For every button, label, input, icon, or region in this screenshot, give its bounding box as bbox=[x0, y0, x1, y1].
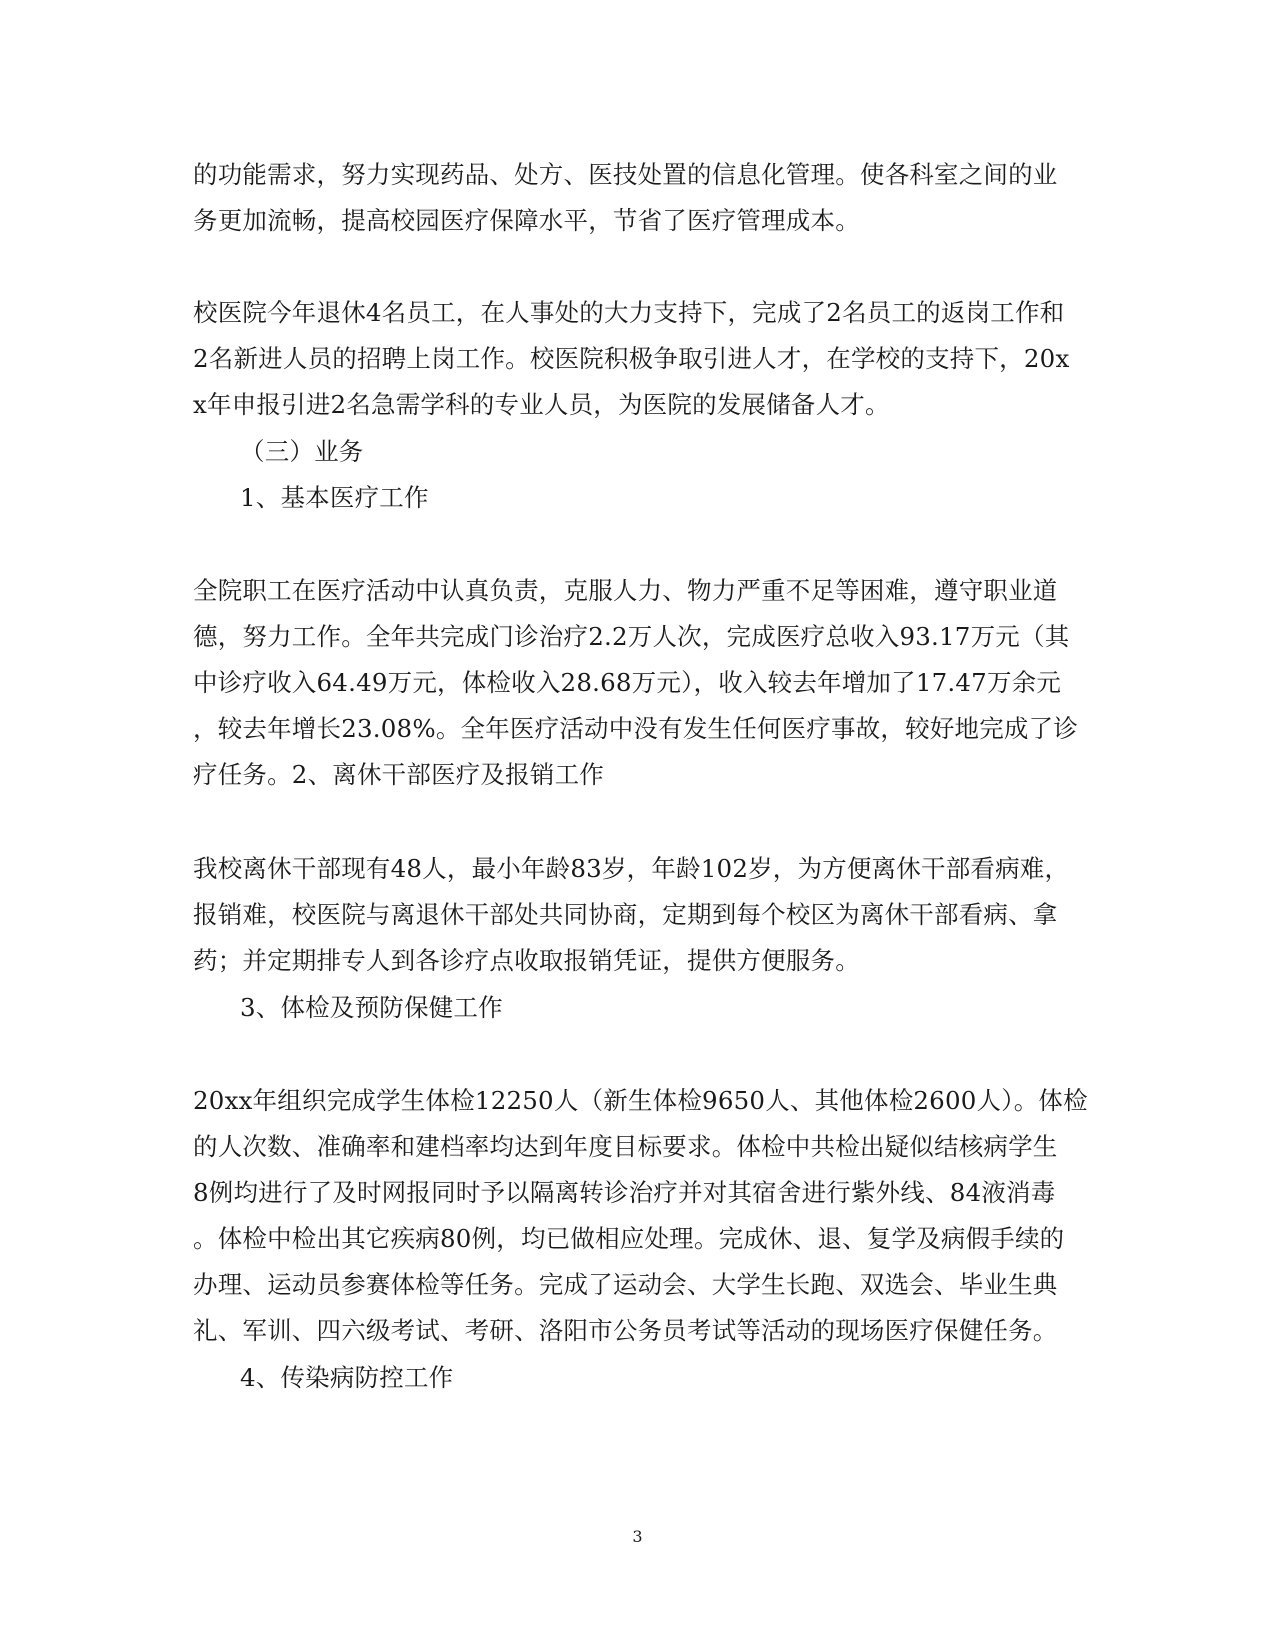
paragraph-line: 的人次数、准确率和建档率均达到年度目标要求。体检中共检出疑似结核病学生 bbox=[193, 1132, 1058, 1161]
subsection-heading: 3、体检及预防保健工作 bbox=[240, 993, 503, 1022]
paragraph-line: 德，努力工作。全年共完成门诊治疗2.2万人次，完成医疗总收入93.17万元（其 bbox=[193, 622, 1070, 651]
paragraph-line: x年申报引进2名急需学科的专业人员，为医院的发展储备人才。 bbox=[193, 390, 890, 419]
paragraph-line: 全院职工在医疗活动中认真负责，克服人力、物力严重不足等困难，遵守职业道 bbox=[193, 576, 1058, 605]
paragraph-line: 2名新进人员的招聘上岗工作。校医院积极争取引进人才，在学校的支持下，20x bbox=[193, 344, 1070, 373]
subsection-heading: 4、传染病防控工作 bbox=[240, 1363, 454, 1392]
paragraph-line: 中诊疗收入64.49万元，体检收入28.68万元），收入较去年增加了17.47万余元 bbox=[193, 668, 1062, 697]
paragraph-line: 20xx年组织完成学生体检12250人（新生体检9650人、其他体检2600人）。体检 bbox=[193, 1086, 1088, 1115]
paragraph-line: 8例均进行了及时网报同时予以隔离转诊治疗并对其宿舍进行紫外线、84液消毒 bbox=[193, 1178, 1056, 1207]
paragraph-line: 办理、运动员参赛体检等任务。完成了运动会、大学生长跑、双选会、毕业生典 bbox=[193, 1270, 1058, 1299]
subsection-heading: 1、基本医疗工作 bbox=[240, 483, 429, 512]
paragraph-line: 的功能需求，努力实现药品、处方、医技处置的信息化管理。使各科室之间的业 bbox=[193, 160, 1058, 189]
section-heading: （三）业务 bbox=[240, 437, 364, 466]
paragraph-line: 药；并定期排专人到各诊疗点收取报销凭证，提供方便服务。 bbox=[193, 946, 860, 975]
paragraph-line: 疗任务。2、离休干部医疗及报销工作 bbox=[193, 760, 604, 789]
paragraph-line: ，较去年增长23.08%。全年医疗活动中没有发生任何医疗事故，较好地完成了诊 bbox=[193, 714, 1079, 743]
paragraph-line: 务更加流畅，提高校园医疗保障水平，节省了医疗管理成本。 bbox=[193, 206, 860, 235]
paragraph-line: 。体检中检出其它疾病80例，均已做相应处理。完成休、退、复学及病假手续的 bbox=[193, 1224, 1065, 1253]
paragraph-line: 礼、军训、四六级考试、考研、洛阳市公务员考试等活动的现场医疗保健任务。 bbox=[193, 1316, 1058, 1345]
page-number: 3 bbox=[632, 1527, 643, 1546]
paragraph-line: 校医院今年退休4名员工，在人事处的大力支持下，完成了2名员工的返岗工作和 bbox=[193, 298, 1065, 327]
paragraph-line: 报销难，校医院与离退休干部处共同协商，定期到每个校区为离休干部看病、拿 bbox=[193, 900, 1058, 929]
paragraph-line: 我校离休干部现有48人，最小年龄83岁，年龄102岁，为方便离休干部看病难， bbox=[193, 854, 1070, 883]
